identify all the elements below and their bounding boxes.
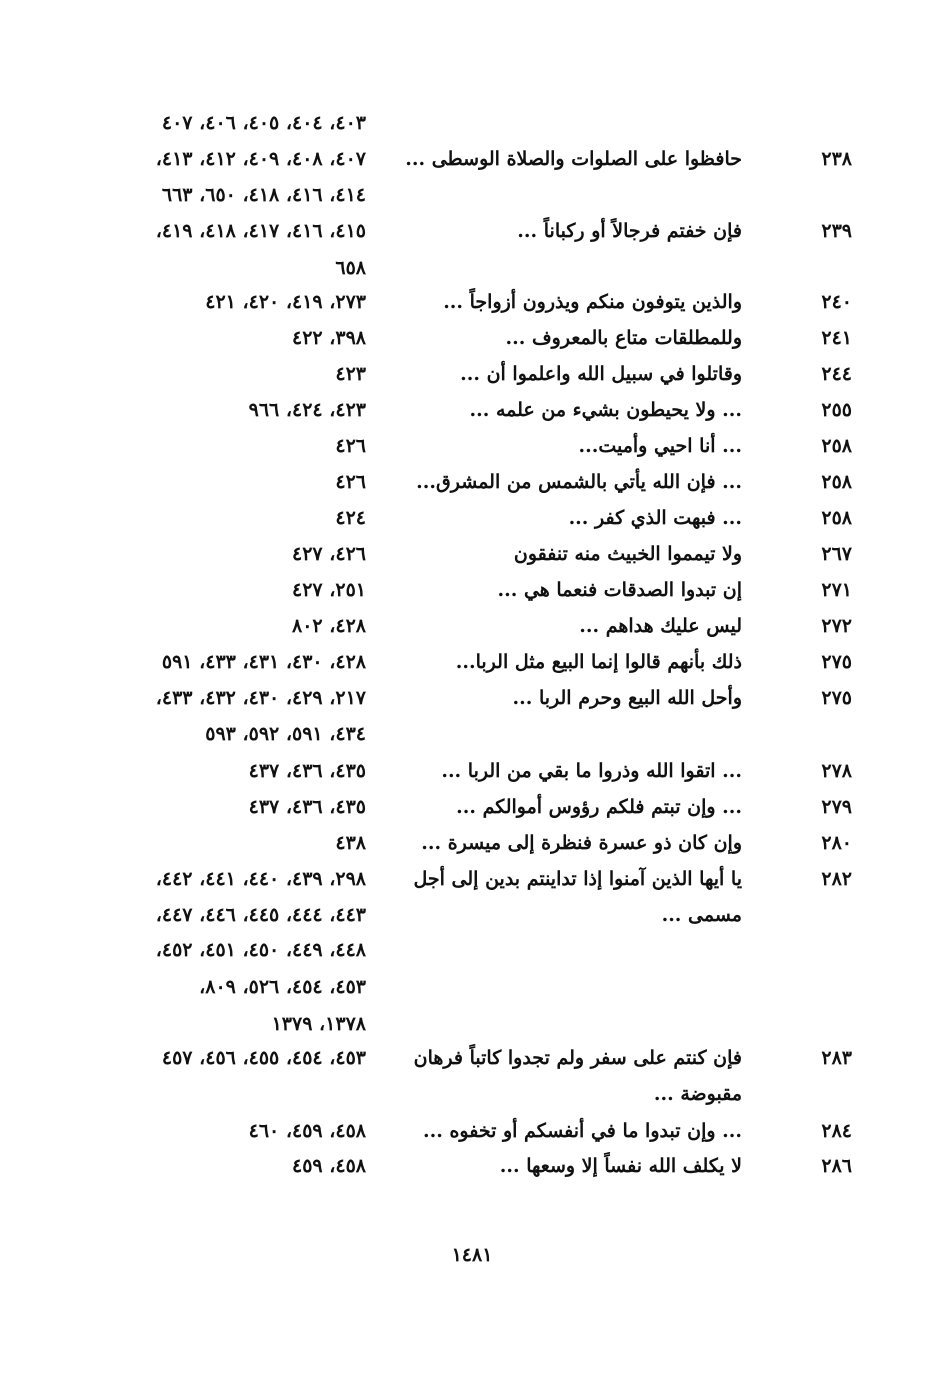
- index-row: [0, 572, 944, 608]
- verse-text: والذين يتوفون منكم ويذرون أزواجاً ...: [443, 291, 742, 313]
- verse-number: ٢٧٩: [821, 796, 852, 818]
- index-row: [0, 1148, 944, 1184]
- verse-text: إن تبدوا الصدقات فنعما هي ...: [497, 579, 742, 601]
- verse-number: ٢٤١: [821, 327, 852, 349]
- page-references: ٤٠٣، ٤٠٤، ٤٠٥، ٤٠٦، ٤٠٧: [161, 112, 366, 134]
- index-row: [0, 753, 944, 789]
- verse-text: ... وإن تبتم فلكم رؤوس أموالكم ...: [456, 796, 742, 818]
- verse-text: حافظوا على الصلوات والصلاة الوسطى ...: [405, 148, 742, 170]
- index-row: [0, 320, 944, 356]
- page-number: ١٤٨١: [451, 1244, 493, 1266]
- verse-number: ٢٣٨: [821, 148, 852, 170]
- index-row: [0, 680, 944, 716]
- page-references: ٤٥٨، ٤٥٩: [292, 1155, 366, 1177]
- verse-text: ... اتقوا الله وذروا ما بقي من الربا ...: [441, 760, 742, 782]
- verse-text: ... فإن الله يأتي بالشمس من المشرق...: [416, 471, 742, 493]
- index-row: [0, 141, 944, 177]
- page-references: ٤٢٦، ٤٢٧: [292, 543, 366, 565]
- index-row: [0, 644, 944, 680]
- page-references: ٢٧٣، ٤١٩، ٤٢٠، ٤٢١: [205, 291, 366, 313]
- page-references: ٤٤٨، ٤٤٩، ٤٥٠، ٤٥١، ٤٥٢،: [155, 939, 366, 961]
- index-row: [0, 1076, 944, 1112]
- page-references: ٤٥٣، ٤٥٤، ٤٥٥، ٤٥٦، ٤٥٧: [161, 1047, 366, 1069]
- verse-text: مسمى ...: [661, 904, 742, 926]
- index-row: [0, 861, 944, 897]
- verse-number: ٢٨٣: [821, 1047, 852, 1069]
- index-row: [0, 716, 944, 752]
- verse-text: ولا تيمموا الخبيث منه تنفقون: [513, 543, 742, 565]
- verse-number: ٢٧٢: [821, 615, 852, 637]
- page-references: ٢١٧، ٤٢٩، ٤٣٠، ٤٣٢، ٤٣٣،: [155, 687, 366, 709]
- verse-text: يا أيها الذين آمنوا إذا تداينتم بدين إلى أجل: [413, 868, 742, 890]
- page-references: ٤٢٦: [335, 471, 366, 493]
- verse-text: وقاتلوا في سبيل الله واعلموا أن ...: [460, 363, 742, 385]
- verse-number: ٢٧١: [821, 579, 852, 601]
- verse-text: فإن خفتم فرجالاً أو ركباناً ...: [517, 220, 742, 242]
- verse-number: ٢٧٥: [821, 651, 852, 673]
- verse-number: ٢٤٠: [821, 291, 852, 313]
- page-references: ٤٣٤، ٥٩١، ٥٩٢، ٥٩٣: [205, 723, 366, 745]
- index-row: [0, 825, 944, 861]
- verse-number: ٢٦٧: [821, 543, 852, 565]
- verse-text: لا يكلف الله نفساً إلا وسعها ...: [499, 1155, 742, 1177]
- page-references: ٤٢٦: [335, 435, 366, 457]
- page-references: ٤٢٨، ٤٣٠، ٤٣١، ٤٣٣، ٥٩١: [161, 651, 366, 673]
- page-references: ٢٩٨، ٤٣٩، ٤٤٠، ٤٤١، ٤٤٢،: [155, 868, 366, 890]
- index-row: [0, 500, 944, 536]
- page-references: ٤١٤، ٤١٦، ٤١٨، ٦٥٠، ٦٦٣: [161, 184, 366, 206]
- verse-text: فإن كنتم على سفر ولم تجدوا كاتباً فرهان: [413, 1047, 742, 1069]
- verse-number: ٢٥٨: [821, 471, 852, 493]
- index-row: [0, 284, 944, 320]
- verse-text: وإن كان ذو عسرة فنظرة إلى ميسرة ...: [421, 832, 742, 854]
- index-row: [0, 428, 944, 464]
- page-references: ٤١٥، ٤١٦، ٤١٧، ٤١٨، ٤١٩،: [155, 220, 366, 242]
- index-row: [0, 789, 944, 825]
- index-row: [0, 897, 944, 933]
- verse-number: ٢٣٩: [821, 220, 852, 242]
- verse-text: وأحل الله البيع وحرم الربا ...: [512, 687, 742, 709]
- page-references: ٢٥١، ٤٢٧: [292, 579, 366, 601]
- page-references: ٤٣٥، ٤٣٦، ٤٣٧: [248, 760, 366, 782]
- verse-text: ... وإن تبدوا ما في أنفسكم أو تخفوه ...: [422, 1120, 742, 1142]
- page-references: ١٣٧٨، ١٣٧٩: [271, 1013, 366, 1035]
- verse-number: ٢٧٥: [821, 687, 852, 709]
- verse-text: ليس عليك هداهم ...: [579, 615, 742, 637]
- verse-number: ٢٨٢: [821, 868, 852, 890]
- index-row: [0, 105, 944, 141]
- page-references: ٤٣٨: [335, 832, 366, 854]
- page-references: ٦٥٨: [335, 257, 366, 279]
- verse-text: ذلك بأنهم قالوا إنما البيع مثل الربا...: [455, 651, 742, 673]
- page-references: ٤٤٣، ٤٤٤، ٤٤٥، ٤٤٦، ٤٤٧،: [155, 904, 366, 926]
- verse-number: ٢٨٤: [821, 1120, 852, 1142]
- verse-number: ٢٨٦: [821, 1155, 852, 1177]
- index-row: [0, 608, 944, 644]
- verse-text: ... أنا احيي وأميت...: [578, 435, 742, 457]
- verse-number: ٢٥٨: [821, 507, 852, 529]
- verse-text: ... ولا يحيطون بشيء من علمه ...: [469, 399, 742, 421]
- verse-number: ٢٥٥: [821, 399, 852, 421]
- verse-number: ٢٥٨: [821, 435, 852, 457]
- verse-number: ٢٤٤: [821, 363, 852, 385]
- index-row: [0, 250, 944, 286]
- verse-text: ... فبهت الذي كفر ...: [568, 507, 742, 529]
- index-row: [0, 177, 944, 213]
- page-references: ٤٥٣، ٤٥٤، ٥٢٦، ٨٠٩،: [199, 976, 366, 998]
- index-row: [0, 969, 944, 1005]
- index-row: [0, 356, 944, 392]
- page-references: ٤٥٨، ٤٥٩، ٤٦٠: [248, 1120, 366, 1142]
- verse-text: مقبوضة ...: [653, 1083, 742, 1105]
- page-references: ٤٢٣، ٤٢٤، ٩٦٦: [248, 399, 366, 421]
- index-row: [0, 213, 944, 249]
- index-row: [0, 932, 944, 968]
- page-references: ٣٩٨، ٤٢٢: [292, 327, 366, 349]
- page-references: ٤٠٧، ٤٠٨، ٤٠٩، ٤١٢، ٤١٣،: [155, 148, 366, 170]
- index-row: [0, 1040, 944, 1076]
- verse-text: وللمطلقات متاع بالمعروف ...: [505, 327, 742, 349]
- verse-number: ٢٧٨: [821, 760, 852, 782]
- index-row: [0, 464, 944, 500]
- page-references: ٤٢٨، ٨٠٢: [292, 615, 366, 637]
- page-references: ٤٢٣: [335, 363, 366, 385]
- index-row: [0, 536, 944, 572]
- page-references: ٤٢٤: [335, 507, 366, 529]
- index-row: [0, 392, 944, 428]
- verse-number: ٢٨٠: [821, 832, 852, 854]
- page-references: ٤٣٥، ٤٣٦، ٤٣٧: [248, 796, 366, 818]
- index-row: [0, 1113, 944, 1149]
- index-row: [0, 1006, 944, 1042]
